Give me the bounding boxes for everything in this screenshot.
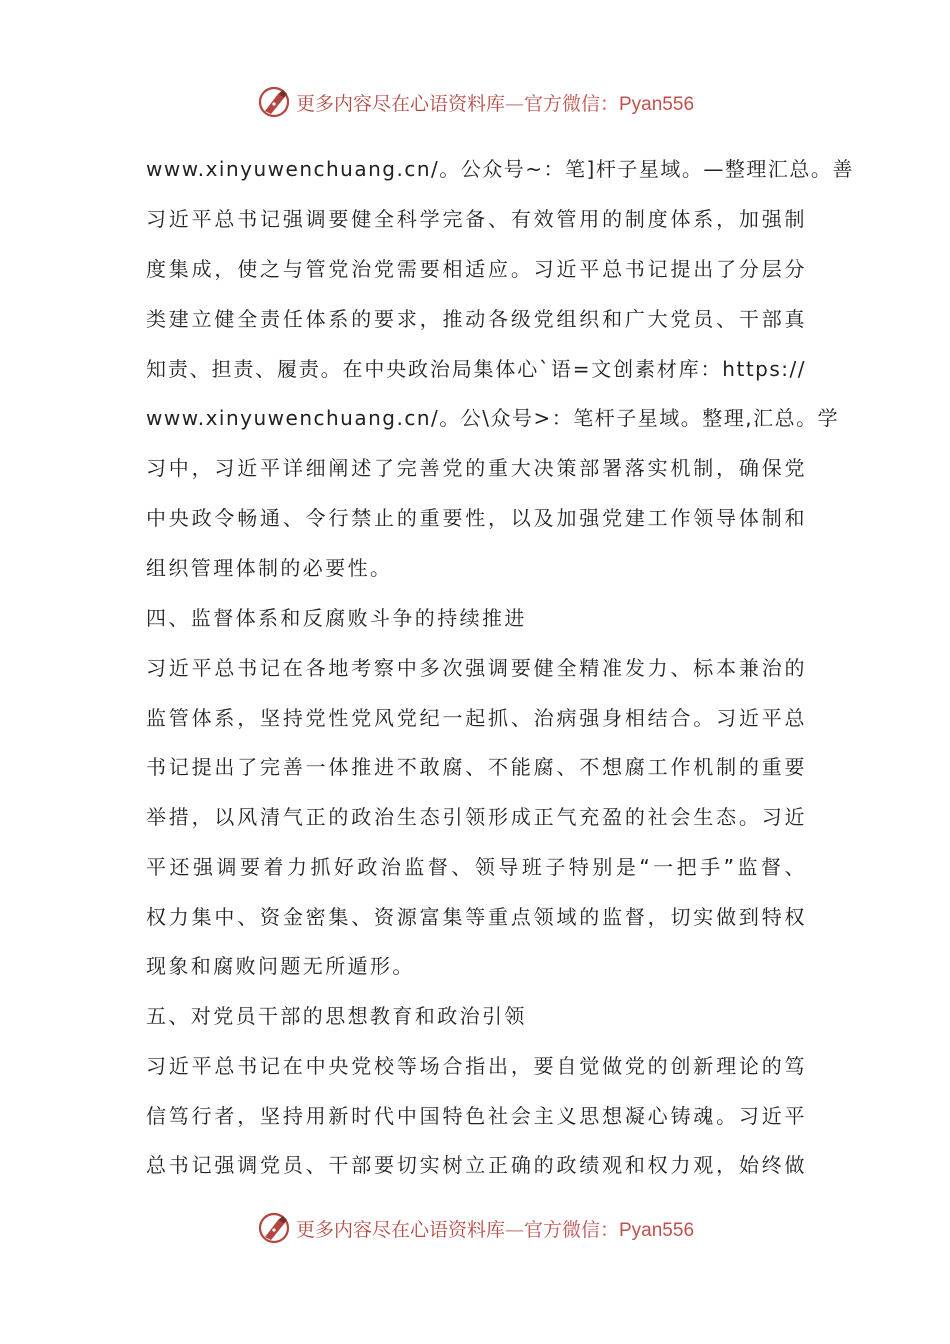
text-line: 中央政令畅通、令行禁止的重要性，以及加强党建工作领导体制和 (146, 506, 806, 530)
text-line: 现象和腐败问题无所遁形。 (146, 954, 415, 978)
text-line: www.xinyuwenchuang.cn/。公\众号>：笔杆子星域。整理,汇总。学 (146, 406, 840, 430)
text-line: 组织管理体制的必要性。 (146, 556, 393, 580)
text-line: 习近平总书记在中央党校等场合指出，要自觉做党的创新理论的笃 (146, 1054, 806, 1078)
section-heading: 四、监督体系和反腐败斗争的持续推进 (146, 606, 527, 630)
text-line: 习近平总书记强调要健全科学完备、有效管用的制度体系，加强制 (146, 207, 806, 231)
text-line: 平还强调要着力抓好政治监督、领导班子特别是“一把手”监督、 (146, 855, 806, 879)
footer-banner (0, 1208, 950, 1248)
banner-text: 更多内容尽在心语资料库—官方微信：Pyan556 (295, 92, 695, 115)
text-line: 权力集中、资金密集、资源富集等重点领域的监督，切实做到特权 (146, 905, 806, 929)
banner-text: 更多内容尽在心语资料库—官方微信：Pyan556 (295, 1218, 695, 1241)
pen-nib-logo-icon (256, 1210, 292, 1246)
text-line: 习近平总书记在各地考察中多次强调要健全精准发力、标本兼治的 (146, 656, 806, 680)
header-banner (0, 82, 950, 122)
text-line: 类建立健全责任体系的要求，推动各级党组织和广大党员、干部真 (146, 307, 806, 331)
text-line: 总书记强调党员、干部要切实树立正确的政绩观和权力观，始终做 (146, 1153, 806, 1177)
text-line: 度集成，使之与管党治党需要相适应。习近平总书记提出了分层分 (146, 257, 806, 281)
section-heading: 五、对党员干部的思想教育和政治引领 (146, 1004, 527, 1028)
text-line: 习中，习近平详细阐述了完善党的重大决策部署落实机制，确保党 (146, 456, 806, 480)
text-line: 监管体系，坚持党性党风党纪一起抓、治病强身相结合。习近平总 (146, 706, 806, 730)
text-line: www.xinyuwenchuang.cn/。公众号~：笔]杆子星域。—整理汇总。善 (146, 157, 854, 181)
text-line: 举措，以风清气正的政治生态引领形成正气充盈的社会生态。习近 (146, 805, 806, 829)
text-line: 信笃行者，坚持用新时代中国特色社会主义思想凝心铸魂。习近平 (146, 1104, 806, 1128)
text-line: 知责、担责、履责。在中央政治局集体心`语=文创素材库：https:// (146, 357, 806, 381)
text-line: 书记提出了完善一体推进不敢腐、不能腐、不想腐工作机制的重要 (146, 755, 806, 779)
pen-nib-logo-icon (256, 84, 292, 120)
